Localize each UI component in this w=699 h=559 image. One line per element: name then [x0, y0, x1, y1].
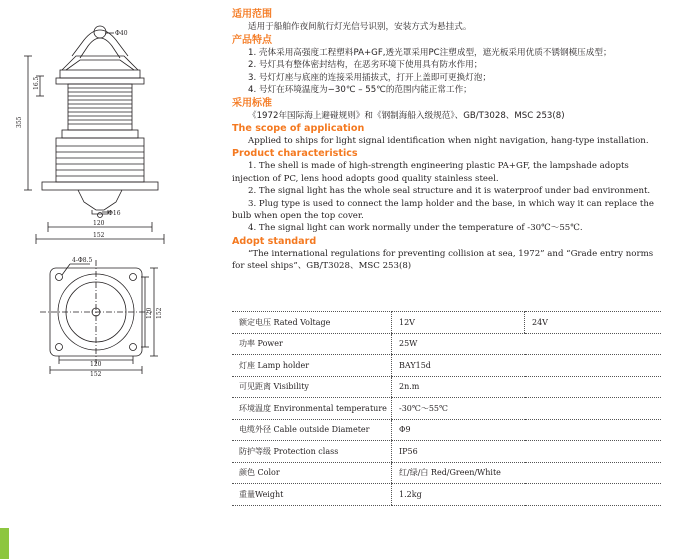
spec-label-cn: 电缆外径	[239, 425, 271, 435]
en-feature-2: 2. The signal light has the whole seal structure and it is waterproof under bad environment.	[248, 186, 651, 197]
spec-label-cn: 颜色	[239, 468, 255, 478]
spec-label	[232, 312, 392, 334]
spec-label-en: Lamp holder	[257, 360, 310, 370]
cn-feature-1: 1. 壳体采用高强度工程塑料PA+GF,透光罩采用PC注塑成型，遮光板采用优质不锈钢模压成型；	[248, 47, 612, 58]
accent-tab	[0, 528, 9, 559]
spec-label-cn: 防护等级	[239, 446, 271, 456]
dim-152-bottom: 152	[90, 371, 102, 378]
table-row	[232, 376, 661, 398]
spec-value: BAY15d	[392, 355, 662, 377]
spec-label-en: Rated Voltage	[273, 317, 331, 327]
en-feature-1: 1. The shell is made of high-strength engineering plastic PA+GF, the lampshade adopts injection of PC, lens hood adopts good quality stainless steel.	[232, 161, 629, 184]
spec-value: IP56	[392, 441, 662, 463]
dim-4-holes: 4-Φ8.5	[72, 257, 93, 264]
table-row	[232, 484, 661, 506]
spec-value: -30℃～55℃	[392, 398, 662, 420]
spec-table	[232, 311, 661, 506]
spec-label-en: Visibility	[273, 382, 309, 392]
dim-152-top: 152	[93, 232, 105, 239]
table-row	[232, 419, 661, 441]
spec-value: 2n.m	[392, 376, 662, 398]
spec-label-cn: 功率	[239, 339, 255, 349]
spec-value: 红/绿/白 Red/Green/White	[392, 462, 662, 484]
dim-120-right: 120	[146, 307, 153, 319]
spec-label-en: Power	[257, 339, 283, 349]
spec-label-en: Protection class	[273, 446, 339, 456]
en-standard-heading: Adopt standard	[232, 235, 317, 247]
table-row	[232, 355, 661, 377]
spec-label-en: Environmental temperature	[273, 403, 387, 413]
dim-120-bottom: 120	[90, 361, 102, 368]
technical-drawings	[0, 0, 220, 559]
table-row	[232, 312, 661, 334]
en-features-heading: Product characteristics	[232, 148, 358, 160]
spec-label	[232, 398, 392, 420]
dim-355: 355	[16, 116, 23, 128]
table-row	[232, 441, 661, 463]
cn-feature-4: 4. 号灯在环境温度为−30℃ – 55℃的范围内能正常工作；	[248, 85, 472, 95]
description-content	[232, 8, 668, 273]
table-row	[232, 462, 661, 484]
en-scope-text: Applied to ships for light signal identification when night navigation, hang-type installation.	[248, 136, 649, 146]
spec-value-2: 24V	[525, 312, 662, 334]
side-view-drawing	[0, 0, 220, 559]
spec-label-cn: 重量	[239, 489, 255, 499]
dim-16-5: 16.5	[33, 76, 40, 90]
spec-value: 12V	[392, 312, 525, 334]
spec-label	[232, 441, 392, 463]
cn-scope-text: 适用于船舶作夜间航行灯光信号识别，安装方式为悬挂式。	[248, 22, 472, 32]
dim-phi16: Φ16	[108, 210, 121, 217]
spec-label-cn: 环境温度	[239, 403, 271, 413]
en-standard-text: “The international regulations for preventing collision at sea, 1972” and “Grade entry norms for steel ships”、GB/T3028、MSC 253(8)	[232, 248, 654, 272]
cn-scope-heading: 适用范围	[232, 9, 272, 20]
spec-label	[232, 355, 392, 377]
spec-label	[232, 333, 392, 355]
spec-value: 25W	[392, 333, 662, 355]
spec-label	[232, 484, 392, 506]
spec-label-cn: 额定电压	[239, 317, 271, 327]
en-scope-heading: The scope of application	[232, 123, 365, 134]
table-row	[232, 398, 661, 420]
en-feature-4: 4. The signal light can work normally under the temperature of -30℃～55℃.	[248, 223, 583, 234]
spec-label	[232, 419, 392, 441]
spec-label-cn: 灯座	[239, 360, 255, 370]
spec-value: 1.2kg	[392, 484, 662, 506]
cn-feature-2: 2. 号灯具有整体密封结构，在恶劣环境下使用具有防水作用；	[248, 60, 483, 70]
cn-feature-3: 3. 号灯灯座与底座的连接采用插拔式，打开上盖即可更换灯泡；	[248, 72, 491, 83]
cn-standard-heading: 采用标准	[232, 97, 272, 109]
dim-phi40: Φ40	[115, 30, 128, 37]
spec-label	[232, 462, 392, 484]
dim-120-top: 120	[93, 220, 105, 227]
cn-features-heading: 产品特点	[232, 34, 272, 46]
spec-label	[232, 376, 392, 398]
cn-standard-text: 《1972年国际海上避碰规则》和《钢制海船入级规范》、GB/T3028、MSC 253(8)	[248, 110, 565, 121]
spec-label-en: Cable outside Diameter	[273, 425, 370, 435]
spec-label-en: Weight	[255, 489, 284, 499]
dim-152-right: 152	[156, 307, 163, 319]
spec-label-cn: 可见距离	[239, 382, 271, 392]
en-feature-3: 3. Plug type is used to connect the lamp holder and the base, in which way it can replace the bulb when open the top cover.	[232, 198, 654, 222]
table-row	[232, 333, 661, 355]
spec-value: Φ9	[392, 419, 662, 441]
spec-label-en: Color	[257, 468, 280, 478]
